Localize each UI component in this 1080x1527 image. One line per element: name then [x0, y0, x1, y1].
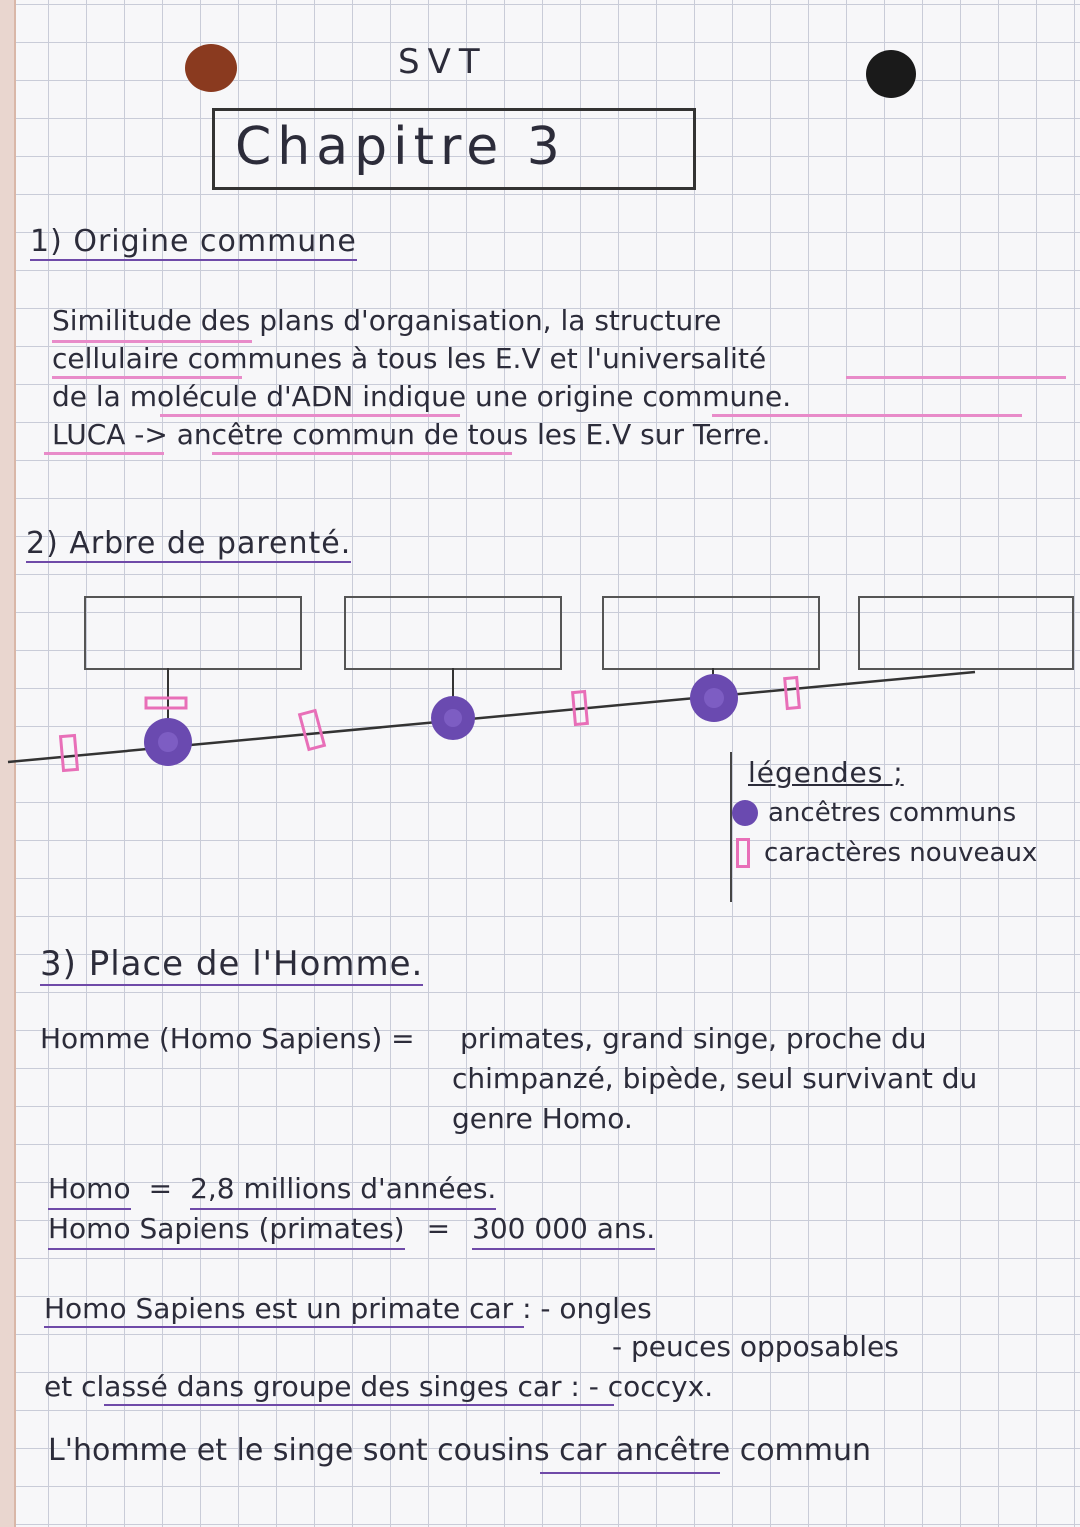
chapter-title: Chapitre 3	[235, 117, 566, 177]
date-sapiens-eq: =	[426, 1212, 451, 1245]
definition-line-1: primates, grand singe, proche du	[460, 1022, 927, 1055]
trait-mark-3	[300, 711, 325, 750]
underline-9	[104, 1404, 614, 1406]
section1-line-1: Similitude des plans d'organisation, la structure	[52, 304, 722, 337]
legend-item-ancestor	[732, 798, 1016, 828]
section1-line-3: de la molécule d'ADN indique une origine commune.	[52, 380, 792, 413]
date-sapiens-label: Homo Sapiens (primates)	[48, 1210, 405, 1250]
singe-line: et classé dans groupe des singes car : - coccyx.	[44, 1370, 714, 1403]
date-homo	[48, 1170, 496, 1210]
section3-heading: 3) Place de l'Homme.	[40, 944, 424, 984]
trait-mark-1	[61, 735, 78, 770]
conclusion-line: L'homme et le singe sont cousins car ancêtre commun	[48, 1433, 872, 1468]
legend-item-trait	[736, 838, 1037, 868]
section1-line-2: cellulaire communes à tous les E.V et l'universalité	[52, 342, 767, 375]
date-homo-eq: =	[148, 1172, 173, 1205]
primate-line-2: - peuces opposables	[612, 1330, 899, 1363]
date-homo-value: 2,8 millions d'années.	[190, 1170, 496, 1210]
primate-line: Homo Sapiens est un primate car : - ongles	[44, 1292, 652, 1325]
legend-trait-icon	[736, 838, 750, 868]
definition-line-3: genre Homo.	[452, 1102, 633, 1135]
date-sapiens	[48, 1210, 655, 1250]
underline-10	[540, 1472, 720, 1474]
date-sapiens-value: 300 000 ans.	[472, 1210, 655, 1250]
legend-ancestor-label: ancêtres communs	[768, 798, 1017, 828]
legend-trait-label: caractères nouveaux	[764, 838, 1038, 868]
definition-lead: Homme (Homo Sapiens) =	[40, 1022, 415, 1055]
subject-title: SVT	[398, 42, 488, 82]
date-homo-label: Homo	[48, 1170, 131, 1210]
section1-line-4: LUCA -> ancêtre commun de tous les E.V sur Terre.	[52, 418, 771, 451]
legend-ancestor-icon	[732, 800, 758, 826]
trait-mark-5	[785, 678, 800, 709]
definition-line-2: chimpanzé, bipède, seul survivant du	[452, 1062, 978, 1095]
section1-heading: 1) Origine commune	[30, 224, 357, 259]
section3-title	[40, 944, 423, 984]
legend-title: légendes ;	[748, 756, 904, 789]
section2-heading: 2) Arbre de parenté.	[26, 526, 352, 561]
underline-8	[44, 1326, 524, 1328]
trait-mark-2	[146, 698, 186, 708]
